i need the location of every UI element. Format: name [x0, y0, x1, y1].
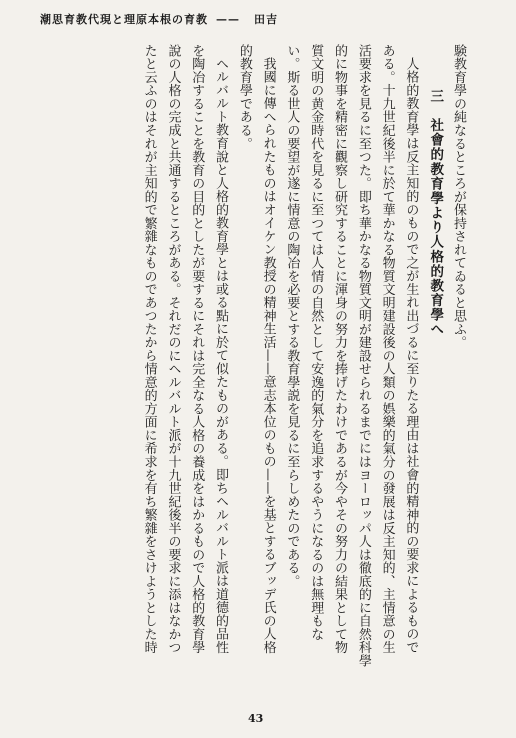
text-column: 的教育學である。 [236, 44, 252, 151]
body-text [68, 44, 470, 682]
text-column: 験教育學の純なるところが保持されてゐると思ふ。 [451, 44, 466, 349]
text-column: 質文明の黄金時代を見るに至つては人情の自然として安逸的氣分を追求するやうになるのは無理もな [308, 44, 324, 641]
text-column: 說の人格の完成と共通するところがある。それだのにヘルバルト派が十九世紀後半の要求に添はなかつ [165, 44, 181, 654]
text-column: ある。十九世紀後半に於て華かなる物質文明建設後の人類の娯樂的氣分の發展は反主知的、主情意の生 [379, 44, 395, 654]
text-column: 我國に傳へられたものはオイケン教授の精神生活——意志本位のもの——を基とするブッデ氏の人格 [260, 57, 276, 654]
text-column: 活要求を見るに至つた。即ち華かなる物質文明が建設せられるまでにはヨーロッパ人は徹底的に自然科學 [355, 44, 371, 668]
text-column: を陶冶することを教育の目的としたが要するにそれは完全なる人格の養成をはかるもので人格的教育學 [189, 44, 205, 654]
text-column: 的に物事を精密に觀察し研究することに渾身の努力を捧げたわけであるが今やその努力の結果として物 [332, 44, 348, 654]
header-title: 教育の根本原理と現代教育思潮 [40, 13, 208, 26]
section-heading: 三 社會的教育學より人格的教育學へ [427, 89, 444, 337]
header-author: 吉田 [254, 13, 278, 26]
text-column: い。斯る世人の要望が遂に情意の陶冶を必要とする教育學説を見るに至らしめたのである。 [284, 44, 300, 588]
text-column: たと云ふのはそれが主知的で繁雜なものであつたから情意的方面に希求を有ち繁雜をさけようとした時 [141, 44, 157, 654]
text-column: 人格的教育學は反主知的のもので之が生れ出づるに至りたる理由は社會的精神的の要求によるもので [403, 57, 419, 654]
running-header [40, 10, 470, 30]
page-number: 43 [248, 712, 264, 725]
text-column: ヘルバルト教育說と人格的教育學とは或る點に於て似たものがある。即ちヘルバルト派は道德的品性 [213, 57, 229, 654]
header-separator: —— [216, 13, 240, 26]
